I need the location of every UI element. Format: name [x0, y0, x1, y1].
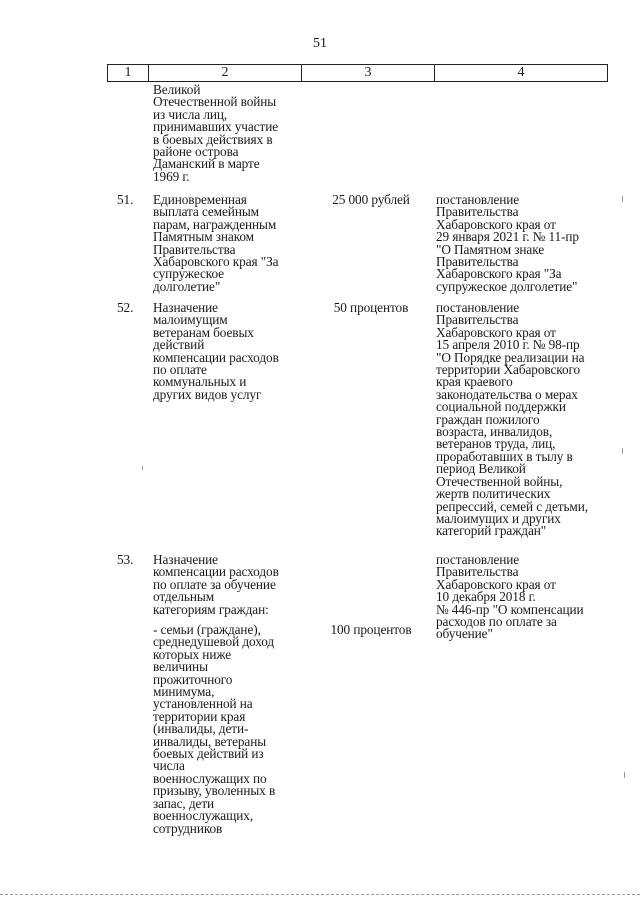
scan-artifact-line: [0, 894, 640, 896]
row-53-subitem-amount: 100 процентов: [330, 622, 412, 637]
row-53-name: Назначение компенсации расходов по оплате за обучение отдельным категориям граждан:: [153, 552, 279, 617]
scan-speck: [142, 466, 143, 470]
page-number: 51: [313, 36, 327, 51]
table-header-row: [107, 64, 608, 82]
row-51-basis: постановление Правительства Хабаровского края от 29 января 2021 г. № 11-пр "О Памятном знаке Правительства Хабаровского края "За супружеское долголетие": [436, 192, 579, 294]
header-col-3: 3: [302, 65, 435, 81]
row-51-amount: 25 000 рублей: [332, 192, 410, 207]
row-52-basis: постановление Правительства Хабаровского края от 15 апреля 2010 г. № 98-пр "О Порядке реализации на территории Хабаровского края краевого законодательства о мерах социальной поддержки граждан пожилого возраста, инвалидов, ветеранов труда, лиц, проработавших в тылу в период Великой Отечественной войны, жертв политических репрессий, семей с детьми, малоимущих и других категорий граждан": [436, 300, 588, 539]
scan-speck: [622, 448, 623, 454]
header-col-4: 4: [517, 65, 525, 80]
scan-speck: [622, 196, 623, 202]
row-52-number: 52.: [117, 300, 134, 315]
row-51-name: Единовременная выплата семейным парам, награжденным Памятным знаком Правительства Хабаровского края "За супружеское долголетие": [153, 192, 279, 294]
row-53-number: 53.: [117, 552, 134, 567]
header-col-2: 2: [149, 65, 302, 81]
header-col-1: 1: [108, 65, 149, 81]
row-51-number: 51.: [117, 192, 134, 207]
row-52-amount: 50 процентов: [333, 300, 409, 315]
row-53-subitem-name: - семьи (граждане), среднедушевой доход которых ниже величины прожиточного минимума, установленной на территории края (инвалиды, дети- инвалиды, ветераны боевых действий из числа военнослужащих по призыву, уволенных в запас, дети военнослужащих, сотрудников: [153, 622, 276, 836]
continuation-text: Великой Отечественной войны из числа лиц, принимавших участие в боевых действиях в районе острова Даманский в марте 1969 г.: [153, 82, 279, 184]
row-53-basis: постановление Правительства Хабаровского края от 10 декабря 2018 г. № 446-пр "О компенсации расходов по оплате за обучение": [436, 552, 584, 642]
scan-speck: [624, 772, 625, 778]
row-52-name: Назначение малоимущим ветеранам боевых действий компенсации расходов по оплате коммунальных и других видов услуг: [153, 300, 279, 402]
